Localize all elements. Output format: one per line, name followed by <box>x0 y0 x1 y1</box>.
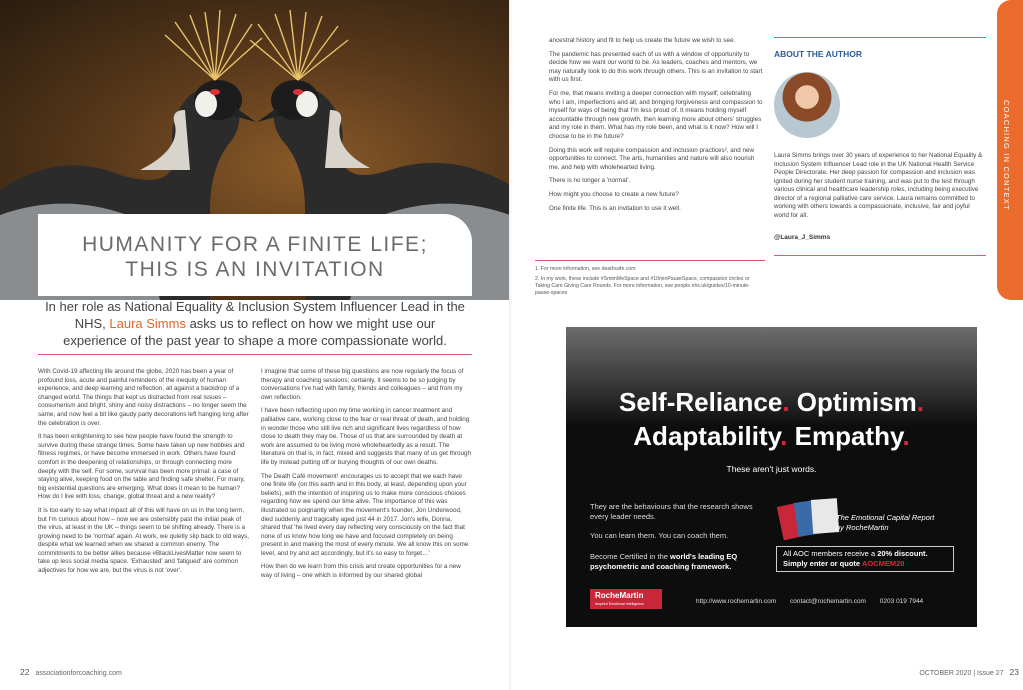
discount-offer-box <box>776 546 954 572</box>
standfirst-text-b: asks us to reflect on how we might use our experience of the past year to shape a more compassionate world. <box>63 316 447 348</box>
page-number: 22 <box>20 667 30 677</box>
body-column-2 <box>261 368 472 586</box>
website-link[interactable]: http://www.rochemartin.com <box>696 598 777 605</box>
paragraph: I imagine that some of these big questions are now regularly the focus of therapy and coaching sessions; certainly, it seems to be so judging by conversations I've had with family, friends and colleagues – and from my own reflection. <box>261 368 464 401</box>
paragraph: How then do we learn from this crisis and create opportunities for a new way of living – one which is informed by our shared global <box>261 563 461 580</box>
paragraph: How might you choose to create a new future? <box>549 190 679 198</box>
ad-paragraph-1: They are the behaviours that the research shows every leader needs. <box>590 502 753 521</box>
report-title-line-2: by RocheMartin <box>836 523 889 532</box>
ad-dot: . <box>780 421 788 451</box>
author-bio: Laura Simms brings over 30 years of experience to her National Equality & Inclusion System Influencer Lead role in the UK National Health Service People Directorate. Her deep passion for compassion and inclusion was ignited during her student nurse training, and was put to the test through various clinical and healthcare leadership roles, including being executive director of a regional palliative care service. Laura remains committed to working with others towards a compassionate, inclusive, fair and joyful world for all. <box>774 152 983 219</box>
footer-right <box>919 667 1019 677</box>
about-author-heading: ABOUT THE AUTHOR <box>774 49 862 59</box>
paragraph: There is no longer a 'normal'. <box>549 177 631 185</box>
logo-tagline: Inspired Emotional Intelligence <box>595 602 644 606</box>
footer-left <box>20 667 122 677</box>
standfirst <box>45 298 465 349</box>
ad-dot: . <box>916 387 924 417</box>
paragraph: Doing this work will require compassion and inclusion practices², and new opportunities to connect. The arts, humanities and nature will also nourish me, and help with wholehearted living. <box>549 146 755 171</box>
ad-word: Adaptability <box>633 421 781 451</box>
author-handle: @Laura_J_Simms <box>774 234 831 241</box>
paragraph: With Covid-19 affecting life around the globe, 2020 has been a year of profound loss, acute and painful reminders of the inequity of human experience, and deep learning and reflection, all against a backdrop of a changed world. The things that kept us distracted from real issues – consumerism and bright, shiny and noisy distractions – no longer seem the same, and now feel a bit like gaudy party decorations left hanging long after the celebration is over. <box>38 368 249 427</box>
ad-para3-bold: world's leading EQ psychometric and coaching framework. <box>590 552 738 571</box>
offer-discount: 20% discount. <box>877 549 928 558</box>
paragraph: The pandemic has presented each of us with a window of opportunity to decide how we want our world to be. As leaders, coaches and mentors, we may naturally look to do this work through others. This is an invitation to start with us first. <box>549 50 763 84</box>
ad-subline: These aren't just words. <box>726 464 817 474</box>
title-line-1: HUMANITY FOR A FINITE LIFE; <box>82 233 428 256</box>
report-title <box>836 513 934 533</box>
ad-word: Optimism <box>796 387 917 417</box>
author-name-link: Laura Simms <box>109 316 186 331</box>
paragraph: One finite life. This is an invitation to use it well. <box>549 204 681 212</box>
ad-headline-2 <box>566 421 977 452</box>
ad-contact-row <box>696 598 935 605</box>
divider <box>38 354 472 355</box>
author-bottom-rule <box>774 255 986 256</box>
offer-line-1 <box>783 549 947 559</box>
rochemartin-advert[interactable] <box>566 327 977 627</box>
paragraph: ancestral history and fit to help us create the future we wish to see. <box>549 37 736 44</box>
phone-number: 0203 019 7944 <box>879 598 924 605</box>
body-column-1 <box>38 368 249 581</box>
report-title-line-1: The Emotional Capital Report <box>836 513 935 522</box>
ad-word: Empathy <box>794 421 903 451</box>
email-link[interactable]: contact@rochemartin.com <box>790 598 866 605</box>
footnote-1: 1. For more information, see deathcafe.com <box>535 266 636 272</box>
footnote-2: 2. In my work, these include #SmimMeSpace and #10minPauseSpace, compassion circles or Taking Care Giving Care Rounds. For more information, see people.nhs.uk/guides/10-minute-pause-spaces <box>535 276 750 296</box>
paragraph: For me, that means inviting a deeper connection with myself; celebrating who I am, imperfections and all, and bringing forgiveness and compassion to myself for ways of being that I'm less proud of. It means holding myself accountable through new growth, then learning more about others' struggles and my role in them. What has my role been, and what is it now? How will I choose to be in the future? <box>549 89 763 140</box>
title-line-2: THIS IS AN INVITATION <box>125 258 385 281</box>
ad-headline-1 <box>566 387 977 418</box>
offer-code: AOCMEM20 <box>861 559 905 568</box>
offer-line-2 <box>783 559 947 569</box>
issue-label: OCTOBER 2020 | Issue 27 <box>919 670 1004 677</box>
ad-dot: . <box>902 421 910 451</box>
left-page <box>0 0 510 690</box>
rochemartin-logo <box>590 589 662 609</box>
logo-name: RocheMartin <box>595 591 644 600</box>
body-column-3 <box>549 37 763 218</box>
site-url: associationforcoaching.com <box>35 670 122 677</box>
paragraph: It is too early to say what impact all of this will have on us in the long term, but I'm curious about how – now we are ostensibly past the initial peak of the virus, at least in the UK – things seem to be shifting already. There is a growing need to be 'normal' again. At work, we quietly slip back to old ways, despite what we learned when we shared a common enemy. The commitments to be better allies because #BlackLivesMatter now seem to take up less social media space. 'Exhausted' and 'fatigued' are common adjectives for how we are, but the virus is not 'over'. <box>38 506 250 575</box>
ad-paragraph-3 <box>590 552 770 572</box>
paragraph: I have been reflecting upon my time working in cancer treatment and palliative care, working close to the fear or real threat of death, and holding in wonder those who still live rich and significant lives regardless of how close to death they may be. Those of us that are surrounded by death at work are assumed to be living more wholeheartedly as a result. The literature on that is, in fact, mixed and suggests that many of us get through life by instead putting off or burying thoughts of our own deaths. <box>261 407 472 466</box>
paragraph: The Death Café movement¹ encourages us to accept that we each have one finite life (on this earth and in this body, at least, depending upon your beliefs), with the intention of inspiring us to make more conscious choices regarding how we spend our time alive. The importance of this was illustrated so poignantly when the movement's founder, Jon Underwood, died suddenly and tragically aged just 44 in 2017. Jon's wife, Donna, shared that 'he lived every day reflecting very consciously on the fact that none of us know how long we have and focused completely on being present in and making the most of every minute. We all know this on some level, and try and act accordingly, but it's so easy to forget…' <box>261 472 469 557</box>
author-top-rule <box>774 37 986 38</box>
offer-text: All AOC members receive a <box>783 549 878 558</box>
ad-word: Self-Reliance <box>619 387 783 417</box>
ad-dot: . <box>782 387 790 417</box>
offer-instruction: Simply enter or quote <box>783 559 862 568</box>
report-book-icon <box>811 498 839 534</box>
section-tab-label: COACHING IN CONTEXT <box>1002 100 1011 211</box>
standfirst-text-a: In her role as National Equality & Inclusion System Influencer Lead in the NHS, <box>45 299 465 331</box>
footnote-rule <box>535 260 765 261</box>
author-photo <box>774 72 840 138</box>
paragraph: It has been enlightening to see how people have found the strength to survive during these strange times. Some have taken up new hobbies and fitness regimes, or have become immersed in work. Others have found comfort in the deepening of relationships, or through connecting more deeply with the self. For some, survival has been more primal: a case of staying alive, keeping food on the table and finding safe shelter. For many, big existential questions are emerging. What does it mean to be human? How do I live with loss, change, global threat and a new reality? <box>38 433 245 501</box>
page-number: 23 <box>1009 667 1019 677</box>
ad-para3-text: Become Certified in the <box>590 552 671 561</box>
ad-paragraph-2: You can learn them. You can coach them. <box>590 531 729 540</box>
article-title <box>38 232 472 282</box>
